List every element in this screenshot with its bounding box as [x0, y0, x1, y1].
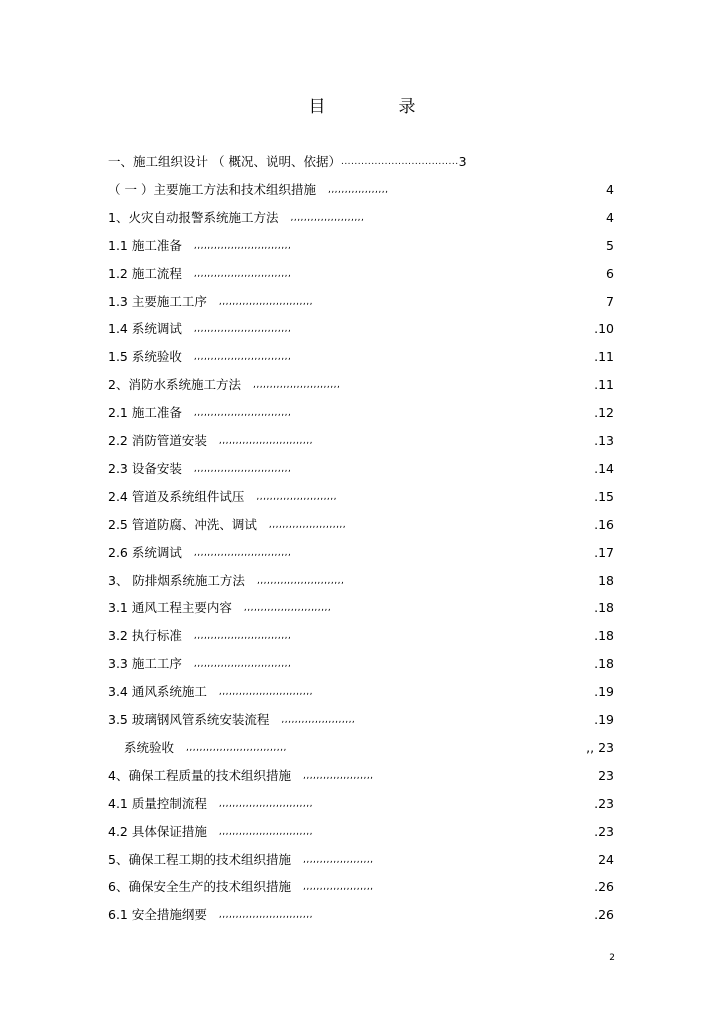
toc-entry-page: .23	[594, 795, 614, 811]
toc-entry-leader: ,,,,,,,,,,,,,,,,,,,,,,,,,,,,,	[193, 324, 292, 335]
toc-entry-label: 3.4 通风系统施工	[108, 684, 207, 700]
toc-entry-page: 3	[458, 154, 467, 169]
toc-entry[interactable]	[0, 320, 724, 338]
toc-entry-leader: ,,,,,,,,,,,,,,,,,,,,,,,,,,,,,	[193, 268, 292, 279]
toc-entry-label: 一、施工组织设计 （ 概况、说明、依据）	[108, 154, 341, 169]
toc-entry-label: 3.2 执行标准	[108, 628, 182, 644]
toc-entry-label: 1.3 主要施工工序	[108, 293, 207, 309]
toc-entry[interactable]	[0, 572, 724, 590]
toc-entry[interactable]	[0, 544, 724, 562]
toc-entry-page: 4	[606, 209, 614, 225]
toc-entry-page: .18	[594, 628, 614, 644]
toc-entry-leader: ,,,,,,,,,,,,,,,,,,,,,	[302, 854, 374, 865]
toc-entry-label: 6、确保安全生产的技术组织措施	[108, 879, 291, 895]
toc-entry[interactable]	[0, 906, 724, 924]
toc-entry[interactable]	[0, 823, 724, 841]
page-number: 2	[609, 953, 615, 963]
toc-entry-leader: ,,,,,,,,,,,,,,,,,,,,,,,,,,,,,	[193, 240, 292, 251]
toc-entry-label: 系统验收	[124, 739, 175, 755]
toc-entry[interactable]	[0, 739, 724, 757]
toc-entry-page: .12	[594, 405, 614, 421]
toc-entry-leader: ,,,,,,,,,,,,,,,,,,,,,,,,,,,,	[218, 826, 313, 837]
toc-entry[interactable]	[0, 711, 724, 729]
toc-entry-leader: ,,,,,,,,,,,,,,,,,,,,,,	[281, 715, 356, 725]
toc-entry[interactable]	[0, 460, 724, 478]
toc-entry-leader: ,,,,,,,,,,,,,,,,,,,,,,,,,,,,,	[193, 659, 292, 670]
toc-entry-label: （ 一 ）主要施工方法和技术组织措施	[108, 181, 316, 197]
toc-entry[interactable]	[0, 265, 724, 283]
toc-entry-label: 1.2 施工流程	[108, 265, 182, 281]
toc-entry[interactable]	[0, 209, 724, 227]
toc-entry[interactable]	[0, 683, 724, 701]
toc-entry[interactable]	[0, 432, 724, 450]
toc-entry-label: 6.1 安全措施纲要	[108, 907, 207, 923]
toc-entry-leader: ,,,,,,,,,,,,,,,,,,,,,,,,,,	[252, 380, 341, 391]
toc-entry-label: 3.3 施工工序	[108, 656, 182, 672]
toc-entry-label: 3.5 玻璃钢风管系统安装流程	[108, 712, 270, 727]
toc-entry-label: 2、消防水系统施工方法	[108, 377, 241, 393]
toc-entry-label: 2.6 系统调试	[108, 544, 182, 560]
toc-entry-label: 3.1 通风工程主要内容	[108, 600, 232, 616]
toc-entry-leader: ,,,,,,,,,,,,,,,,,,,,,,,,,,,,	[218, 687, 313, 698]
toc-entry[interactable]	[0, 293, 724, 311]
toc-entry-page: .11	[594, 377, 614, 393]
toc-entry-leader: ,,,,,,,,,,,,,,,,,,	[327, 184, 389, 195]
toc-entry-page: .26	[594, 907, 614, 923]
toc-entry[interactable]	[0, 237, 724, 255]
toc-entry-page: .17	[594, 544, 614, 560]
toc-entry-leader: ,,,,,,,,,,,,,,,,,,,,,,,,,,,,	[218, 436, 313, 446]
toc-entry-page: .26	[594, 879, 614, 895]
toc-entry-leader: ,,,,,,,,,,,,,,,,,,,,,,,,,,,,,	[193, 352, 292, 363]
toc-entry-page: .10	[594, 321, 614, 337]
toc-entry-leader: ,,,,,,,,,,,,,,,,,,,,,	[302, 770, 374, 781]
toc-entry[interactable]	[0, 348, 724, 366]
toc-entry-page: .18	[594, 600, 614, 616]
toc-entry-leader: ...................................	[340, 157, 459, 167]
toc-entry-label: 1.1 施工准备	[108, 237, 182, 253]
toc-entry-leader: ,,,,,,,,,,,,,,,,,,,,,,,,,,,,,	[193, 547, 292, 558]
toc-entry-page: 7	[606, 293, 614, 309]
toc-entry-page: 4	[606, 181, 614, 197]
toc-entry-page: 18	[598, 572, 614, 588]
toc-entry-leader: ,,,,,,,,,,,,,,,,,,,,,,,,,,	[243, 603, 332, 614]
toc-entry[interactable]	[0, 153, 724, 171]
toc-entry-label: 1.4 系统调试	[108, 321, 182, 337]
toc-entry-leader: ,,,,,,,,,,,,,,,,,,,,,,,,	[256, 491, 338, 502]
toc-entry-leader: ,,,,,,,,,,,,,,,,,,,,,,,,,,,,,,	[186, 742, 287, 753]
toc-entry-label: 2.1 施工准备	[108, 405, 182, 421]
toc-entry-label: 1、火灾自动报警系统施工方法	[108, 209, 279, 225]
toc-entry-leader: ,,,,,,,,,,,,,,,,,,,,,,	[290, 212, 365, 223]
toc-entry-leader: ,,,,,,,,,,,,,,,,,,,,,	[302, 882, 374, 893]
toc-entry-label: 1.5 系统验收	[108, 349, 182, 365]
toc-entry[interactable]	[0, 599, 724, 617]
toc-entry-leader: ,,,,,,,,,,,,,,,,,,,,,,,,,,,,	[218, 296, 313, 307]
toc-entry-page: ,, 23	[586, 739, 614, 755]
toc-entry-page: 6	[606, 265, 614, 281]
page-title: 目 录	[308, 97, 444, 117]
toc-entry-label: 4.2 具体保证措施	[108, 823, 207, 839]
toc-entry[interactable]	[0, 627, 724, 645]
toc-entry[interactable]	[0, 878, 724, 896]
toc-entry-page: .13	[594, 433, 614, 448]
toc-entry-label: 2.5 管道防腐、冲洗、调试	[108, 516, 257, 532]
toc-entry-page: .19	[594, 712, 614, 727]
toc-entry-leader: ,,,,,,,,,,,,,,,,,,,,,,,,,,,,,	[193, 463, 292, 474]
toc-entry[interactable]	[0, 795, 724, 813]
toc-entry-page: .19	[594, 684, 614, 700]
toc-entry-label: 3、 防排烟系统施工方法	[108, 572, 245, 588]
toc-entry[interactable]	[0, 404, 724, 422]
toc-entry-label: 5、确保工程工期的技术组织措施	[108, 851, 291, 867]
toc-entry-leader: ,,,,,,,,,,,,,,,,,,,,,,,	[268, 519, 347, 530]
toc-entry[interactable]	[0, 376, 724, 394]
toc-entry-page: .11	[594, 349, 614, 365]
toc-entry-page: .23	[594, 823, 614, 839]
toc-entry[interactable]	[0, 851, 724, 869]
toc-entry-page: .16	[594, 516, 614, 532]
toc-entry[interactable]	[0, 488, 724, 506]
toc-entry-page: .15	[594, 488, 614, 504]
toc-entry-leader: ,,,,,,,,,,,,,,,,,,,,,,,,,,,,	[218, 798, 313, 809]
toc-entry-leader: ,,,,,,,,,,,,,,,,,,,,,,,,,,,,	[218, 910, 313, 921]
toc-entry-page: 5	[606, 237, 614, 253]
toc-entry[interactable]	[0, 516, 724, 534]
toc-entry-label: 4.1 质量控制流程	[108, 795, 207, 811]
toc-entry-page: .14	[594, 460, 614, 476]
toc-entry-leader: ,,,,,,,,,,,,,,,,,,,,,,,,,,,,,	[193, 408, 292, 419]
toc-entry[interactable]	[0, 767, 724, 785]
toc-entry-leader: ,,,,,,,,,,,,,,,,,,,,,,,,,,,,,	[193, 631, 292, 642]
toc-entry-leader: ,,,,,,,,,,,,,,,,,,,,,,,,,,	[256, 575, 345, 586]
toc-entry[interactable]	[0, 181, 724, 199]
toc-entry[interactable]	[0, 655, 724, 673]
toc-entry-page: .18	[594, 656, 614, 672]
toc-entry-label: 4、确保工程质量的技术组织措施	[108, 767, 291, 783]
toc-entry-label: 2.3 设备安装	[108, 460, 182, 476]
toc-entry-label: 2.4 管道及系统组件试压	[108, 488, 245, 504]
toc-entry-page: 24	[598, 851, 614, 867]
toc-entry-page: 23	[598, 767, 614, 783]
toc-entry-label: 2.2 消防管道安装	[108, 433, 207, 448]
